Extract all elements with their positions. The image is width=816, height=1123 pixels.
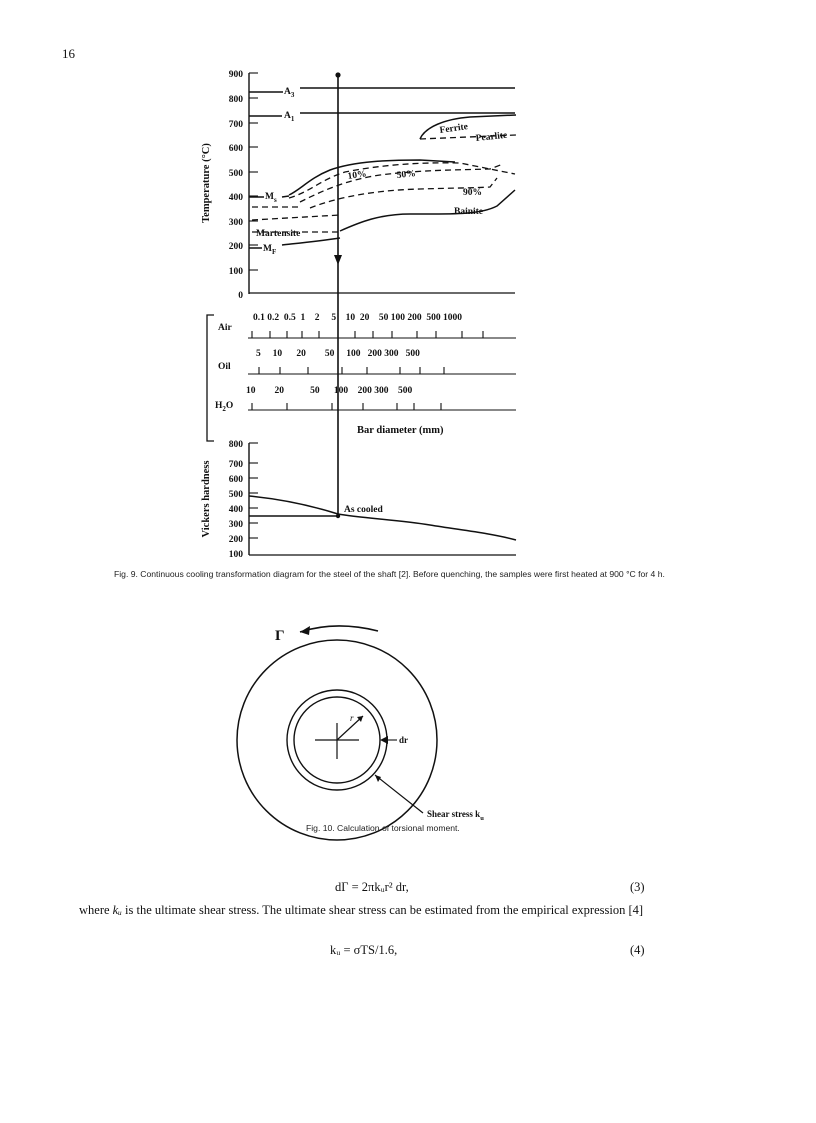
figure-10-torsion-diagram	[0, 595, 816, 855]
ten-percent-label: 10%	[347, 169, 368, 182]
ferrite-label: Ferrite	[439, 122, 469, 136]
ms-label: $M_s$	[265, 192, 277, 204]
temp-tick-label: 200	[228, 242, 243, 252]
as-cooled-dot	[336, 514, 340, 518]
gamma-label: Γ	[275, 628, 285, 644]
water-scale-axis	[248, 403, 516, 410]
equation-3-number: (3)	[630, 880, 645, 894]
hardness-tick-label: 600	[228, 475, 243, 485]
marker-top-dot	[335, 72, 340, 77]
temp-tick-label: 800	[228, 95, 243, 105]
transformation-start-curve	[289, 160, 455, 195]
hardness-curve	[249, 496, 516, 540]
mf-label: $M_F$	[263, 244, 277, 256]
ninety-percent-label: 90%	[463, 188, 482, 198]
torque-arrowhead-icon	[300, 626, 310, 635]
marker-arrowhead	[334, 255, 342, 265]
a3-label: $A_3$	[284, 87, 295, 99]
hardness-tick-label: 100	[228, 550, 243, 560]
water-scale-ticks: 10 20 50 100 200 300 500	[246, 386, 413, 396]
air-label: Air	[218, 323, 232, 333]
hardness-ticks	[249, 443, 258, 538]
page-number: 16	[62, 46, 75, 61]
temperature-axis-title: Temperature (°C)	[201, 143, 212, 223]
temperature-ticks	[249, 73, 258, 270]
equation-4: kᵤ = σTS/1.6,	[330, 943, 398, 957]
temp-tick-label: 500	[228, 169, 243, 179]
equation-4-number: (4)	[630, 943, 645, 957]
equation-3: dΓ = 2πkᵤr² dr,	[335, 880, 409, 894]
bainite-label: Bainite	[454, 207, 484, 217]
bar-diameter-label: Bar diameter (mm)	[357, 425, 444, 436]
dr-arrowhead-icon	[380, 736, 388, 744]
dr-label: dr	[399, 735, 408, 745]
water-label: $H_2O$	[215, 401, 234, 413]
air-scale-axis	[248, 331, 516, 338]
hardness-tick-label: 200	[228, 535, 243, 545]
hardness-tick-label: 400	[228, 505, 243, 515]
temp-tick-label: 100	[228, 267, 243, 277]
hardness-axis-title: Vickers hardness	[201, 460, 212, 538]
temp-tick-label: 300	[228, 218, 243, 228]
figure-9-caption: Fig. 9. Continuous cooling transformation diagram for the steel of the shaft [2]. Before quenching, the samples were first heated at 900 °C for 4 h.	[114, 569, 665, 579]
body-paragraph	[79, 903, 651, 918]
air-scale-ticks: 0.1 0.2 0.5 1 2 5 10 20 50 100 200 500 1000	[253, 313, 462, 323]
hardness-tick-label: 700	[228, 460, 243, 470]
shear-stress-label: Shear stress $k_u$	[427, 809, 484, 822]
oil-scale-ticks: 5 10 20 50 100 200 300 500	[256, 349, 420, 359]
oil-label: Oil	[218, 362, 231, 372]
temp-tick-label: 600	[228, 144, 243, 154]
temp-tick-label: 0	[238, 291, 243, 301]
para-text-after: is the ultimate shear stress. The ultimate shear stress can be estimated from the empirical expression [4]	[121, 903, 644, 917]
as-cooled-label: As cooled	[344, 505, 383, 515]
oil-scale-axis	[248, 367, 516, 374]
a1-label: $A_1$	[284, 111, 295, 123]
temp-tick-label: 700	[228, 120, 243, 130]
temp-tick-label: 400	[228, 193, 243, 203]
bainite-finish-curve	[340, 190, 515, 231]
torque-arrow	[300, 626, 378, 632]
fifty-percent-label: 50%	[396, 169, 417, 181]
figure-10-caption: Fig. 10. Calculation of torsional moment.	[306, 823, 460, 833]
scales-bracket	[207, 315, 214, 441]
temp-tick-label: 900	[228, 70, 243, 80]
para-variable: kᵤ	[112, 903, 122, 917]
hardness-tick-label: 500	[228, 490, 243, 500]
para-text-before: where	[79, 903, 113, 917]
shear-leader	[375, 775, 423, 813]
hardness-tick-label: 800	[228, 440, 243, 450]
temperature-tick-labels	[229, 70, 244, 301]
hardness-tick-labels	[229, 440, 244, 560]
r-label: r	[350, 713, 354, 723]
hardness-tick-label: 300	[228, 520, 243, 530]
martensite-label: Martensite	[256, 229, 301, 239]
pearlite-label: Pearlite	[475, 130, 508, 144]
